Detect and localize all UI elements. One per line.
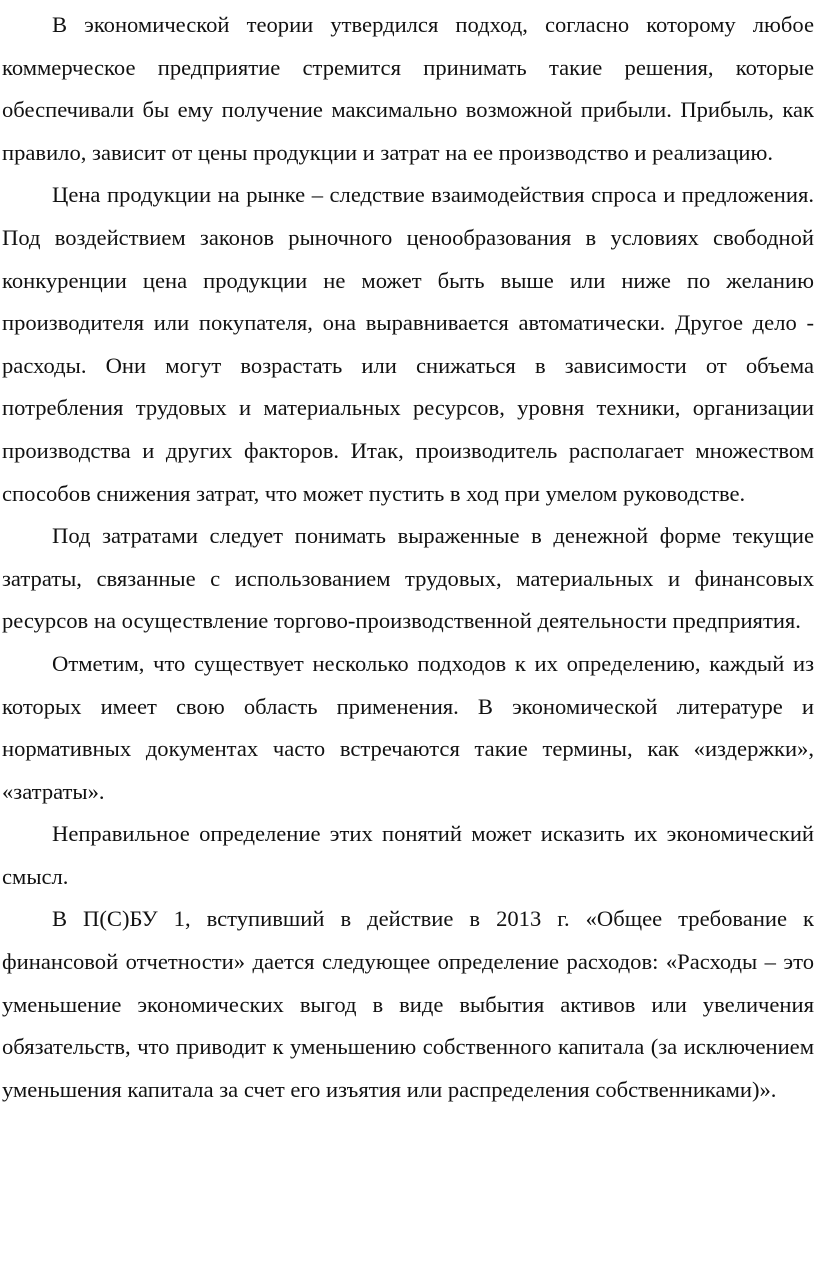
paragraph-approaches: Отметим, что существует несколько подходов к их определению, каждый из которых имеет свою область применения. В экономической литературе и нормативных документах часто встречаются такие термины, как «издержки», «затраты». <box>2 650 814 804</box>
paragraph-psbu-definition: В П(С)БУ 1, вступивший в действие в 2013 г. «Общее требование к финансовой отчетности» дается следующее определение расходов: «Расходы – это уменьшение экономических выгод в виде выбытия активов или увеличения обязательств, что приводит к уменьшению собственного капитала (за исключением уменьшения капитала за счет его изъятия или распределения собственниками)». <box>2 906 814 1102</box>
paragraph-wrong-definition: Неправильное определение этих понятий может исказить их экономический смысл. <box>2 821 814 889</box>
paragraph-profit-approach: В экономической теории утвердился подход, согласно которому любое коммерческое предприятие стремится принимать такие решения, которые обеспечивали бы ему получение максимально возможной прибыли. Прибыль, как правило, зависит от цены продукции и затрат на ее производство и реализацию. <box>2 12 814 165</box>
paragraph-price-and-costs: Цена продукции на рынке – следствие взаимодействия спроса и предложения. Под воздействием законов рыночного ценообразования в условиях свободной конкуренции цена продукции не может быть выше или ниже по желанию производителя или покупателя, она выравнивается автоматически. Другое дело - расходы. Они могут возрастать или снижаться в зависимости от объема потребления трудовых и материальных ресурсов, уровня техники, организации производства и других факторов. Итак, производитель располагает множеством способов снижения затрат, что может пустить в ход при умелом руководстве. <box>2 182 814 506</box>
paragraph-costs-definition: Под затратами следует понимать выраженные в денежной форме текущие затраты, связанные с использованием трудовых, материальных и финансовых ресурсов на осуществление торгово-производственной деятельности предприятия. <box>2 523 814 634</box>
